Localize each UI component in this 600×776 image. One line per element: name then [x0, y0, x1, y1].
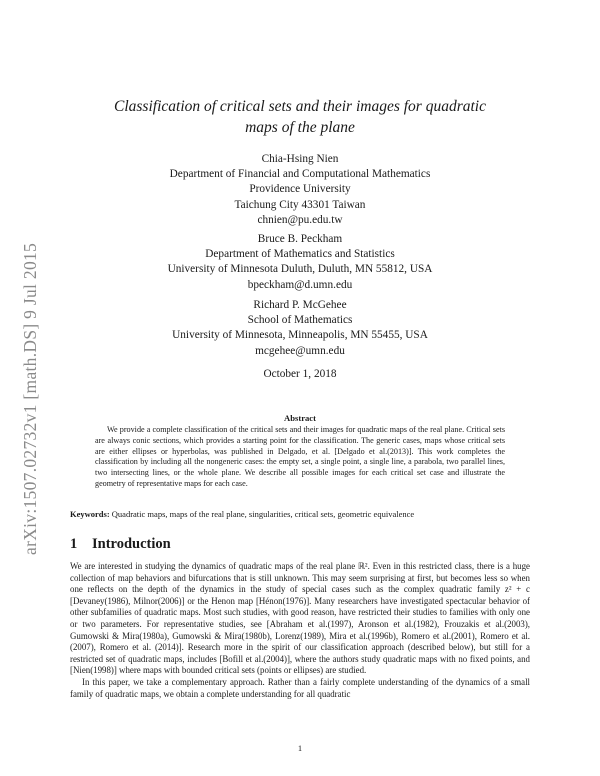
author-block-1: [70, 152, 530, 228]
intro-paragraph-1: We are interested in studying the dynamics of quadratic maps of the real plane ℝ². Even in this restricted class, there is a huge collection of map behaviors and bifurcations that is still unknown. This may seem surprising at first, but becomes less so when one reflects on the depth of the dynamics in the study of special cases such as the complex quadratic family z² + c [Devaney(1986), Milnor(2006)] or the Henon map [Hénon(1976)]. Many researchers have investigated spectacular behavior of other subfamilies of quadratic maps. Most such studies, with good reason, have restricted their studies to families with only one or two parameters. For representative studies, see [Abraham et al.(1997), Aronson et al.(1982), Frouzakis et al.(2003), Gumowski & Mira(1980a), Gumowski & Mira(1980b), Lorenz(1989), Mira et al.(1996b), Romero et al.(2001), Romero et al.(2007), Romero et al. (2014)]. Research more in the spirit of our classification approach (described below), but still for a restricted set of quadratic maps, includes [Bofill et al.(2004)], where the authors study quadratic maps with no fixed points, and [Nien(1998)] where maps with bounded critical sets (points or ellipses) are studied.: [70, 561, 530, 676]
author-affiliation: University of Minnesota, Minneapolis, MN 55455, USA: [172, 329, 428, 342]
title-line-1: Classification of critical sets and their images for quadratic: [114, 98, 486, 115]
section-heading: [70, 536, 171, 553]
abstract-heading: Abstract: [284, 413, 316, 423]
paper-title: [70, 96, 530, 138]
section-number: 1: [70, 536, 78, 552]
keywords-label: Keywords:: [70, 509, 110, 519]
author-block-2: [70, 232, 530, 293]
page-number: 1: [297, 743, 303, 753]
author-email: chnien@pu.edu.tw: [257, 213, 343, 226]
abstract-paragraph: We provide a complete classification of the critical sets and their images for quadratic maps of the real plane. Critical sets are always conic sections, which provides a starting point for the classification. The generic cases, maps whose critical sets are either ellipses or hyperbolas, was published in Delgado, et al. [Delgado et al.(2013)]. This work completes the classification by including all the nongeneric cases: the empty set, a single point, a single line, a parabola, two parallel lines, two intersecting lines, or the whole plane. We describe all possible images for each critical set case and illustrate the geometry of representative maps for each case.: [95, 425, 505, 488]
author-affiliation: Taichung City 43301 Taiwan: [234, 198, 366, 211]
author-affiliation: Providence University: [249, 183, 351, 196]
author-affiliation: Department of Financial and Computational Mathematics: [169, 168, 431, 181]
intro-paragraph-2: In this paper, we take a complementary approach. Rather than a fairly complete understanding of the dynamics of a small family of quadratic maps, we obtain a complete understanding for all quadratic: [70, 676, 530, 699]
arxiv-identifier-stamp: arXiv:1507.02732v1 [math.DS] 9 Jul 2015: [20, 242, 40, 555]
author-name: Bruce B. Peckham: [257, 233, 343, 245]
section-title: Introduction: [92, 536, 171, 552]
author-affiliation: Department of Mathematics and Statistics: [205, 248, 395, 261]
keywords-line: [70, 509, 530, 519]
abstract-body: [95, 425, 505, 490]
author-affiliation: School of Mathematics: [247, 314, 353, 327]
paper-date: October 1, 2018: [263, 368, 337, 380]
author-affiliation: University of Minnesota Duluth, Duluth, MN 55812, USA: [167, 263, 433, 276]
introduction-body: [70, 561, 530, 700]
author-block-3: [70, 298, 530, 359]
author-name: Chia-Hsing Nien: [261, 153, 339, 165]
author-name: Richard P. McGehee: [253, 299, 347, 311]
keywords-list: Quadratic maps, maps of the real plane, singularities, critical sets, geometric equivalence: [111, 509, 415, 519]
author-email: bpeckham@d.umn.edu: [247, 278, 353, 291]
author-email: mcgehee@umn.edu: [255, 344, 345, 357]
title-line-2: maps of the plane: [245, 119, 355, 136]
